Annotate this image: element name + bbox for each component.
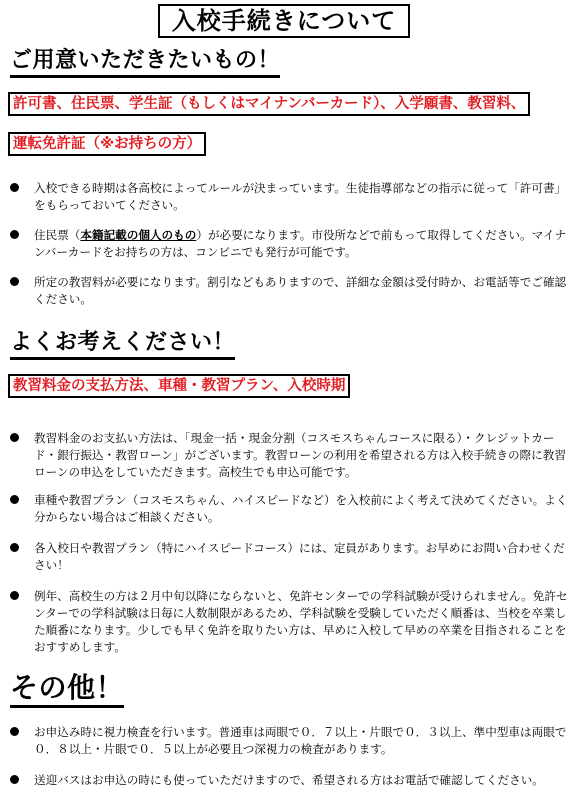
- list-item: [10, 227, 576, 261]
- list-item: [10, 180, 576, 214]
- section-heading-consider: よくお考えください！: [10, 330, 235, 360]
- list-item: [10, 540, 576, 574]
- bullet-icon: [10, 277, 19, 286]
- list-item: [10, 588, 576, 656]
- list-item-text: 例年、高校生の方は２月中旬以降にならないと、免許センターでの学科試験が受けられません。免許センターでの学科試験は日毎に人数制限があるため、学科試験を受験していただく順番は、当校を卒業した順番になります。少しでも早く免許を取りたい方は、早めに入校して早めの卒業を目指されることをおすすめします。: [34, 589, 568, 654]
- list-item-text: 車種や教習プラン（コスモスちゃん、ハイスピードなど）を入校前によく考えて決めてください。よく分からない場合はご相談ください。: [34, 493, 568, 524]
- list-item-text: お申込み時に視力検査を行います。普通車は両眼で０．７以上・片眼で０．３以上、準中型車は両眼で０．８以上・片眼で０．５以上が必要且つ深視力の検査があります。: [34, 725, 567, 756]
- bullet-icon: [10, 495, 19, 504]
- page-title: 入校手続きについて: [158, 4, 410, 38]
- emphasis-text: 本籍記載の個人のもの: [80, 228, 197, 242]
- list-item-text: 所定の教習料が必要になります。割引などもありますので、詳細な金額は受付時か、お電話等でご確認ください。: [34, 275, 567, 306]
- required-items-line-2: 運転免許証（※お持ちの方）: [8, 132, 206, 156]
- bullet-icon: [10, 775, 19, 784]
- list-item-text-post: ）が必要になります。市役所などで前もって取得してください。マイナンバーカードをお持ちの方は、コンビニでも発行が可能です。: [34, 228, 567, 259]
- section-heading-other: その他！: [10, 672, 124, 708]
- bullet-icon: [10, 591, 19, 600]
- bullet-icon: [10, 183, 19, 192]
- list-item-text: 教習料金のお支払い方法は、「現金一括・現金分割（コスモスちゃんコースに限る）・クレジットカード・銀行振込・教習ローン」がございます。教習ローンの利用を希望される方は入校手続きの際に教習ローンの申込をしていただきます。高校生でも申込可能です。: [34, 431, 566, 479]
- list-item: [10, 724, 576, 758]
- bullet-icon: [10, 727, 19, 736]
- bullet-icon: [10, 543, 19, 552]
- list-item: [10, 274, 576, 308]
- list-item: [10, 492, 576, 526]
- list-item: [10, 430, 576, 481]
- list-item: [10, 772, 576, 789]
- list-item-text: 送迎バスはお申込の時にも使っていただけますので、希望される方はお電話で確認してください。: [34, 773, 544, 787]
- required-items-line-1: 許可書、住民票、学生証（もしくはマイナンバーカード）、入学願書、教習料、: [8, 92, 530, 116]
- list-item-text: 入校できる時期は各高校によってルールが決まっています。生徒指導部などの指示に従って「許可書」をもらっておいてください。: [34, 181, 567, 212]
- consider-items-line: 教習料金の支払方法、車種・教習プラン、入校時期: [8, 374, 350, 398]
- section-heading-prepare: ご用意いただきたいもの！: [10, 48, 280, 78]
- list-item-text: 各入校日や教習プラン（特にハイスピードコース）には、定員があります。お早めにお問い合わせください！: [34, 541, 565, 572]
- list-item-text: [34, 227, 576, 261]
- list-item-text-pre: 住民票（: [34, 228, 81, 242]
- bullet-icon: [10, 230, 19, 239]
- bullet-icon: [10, 433, 19, 442]
